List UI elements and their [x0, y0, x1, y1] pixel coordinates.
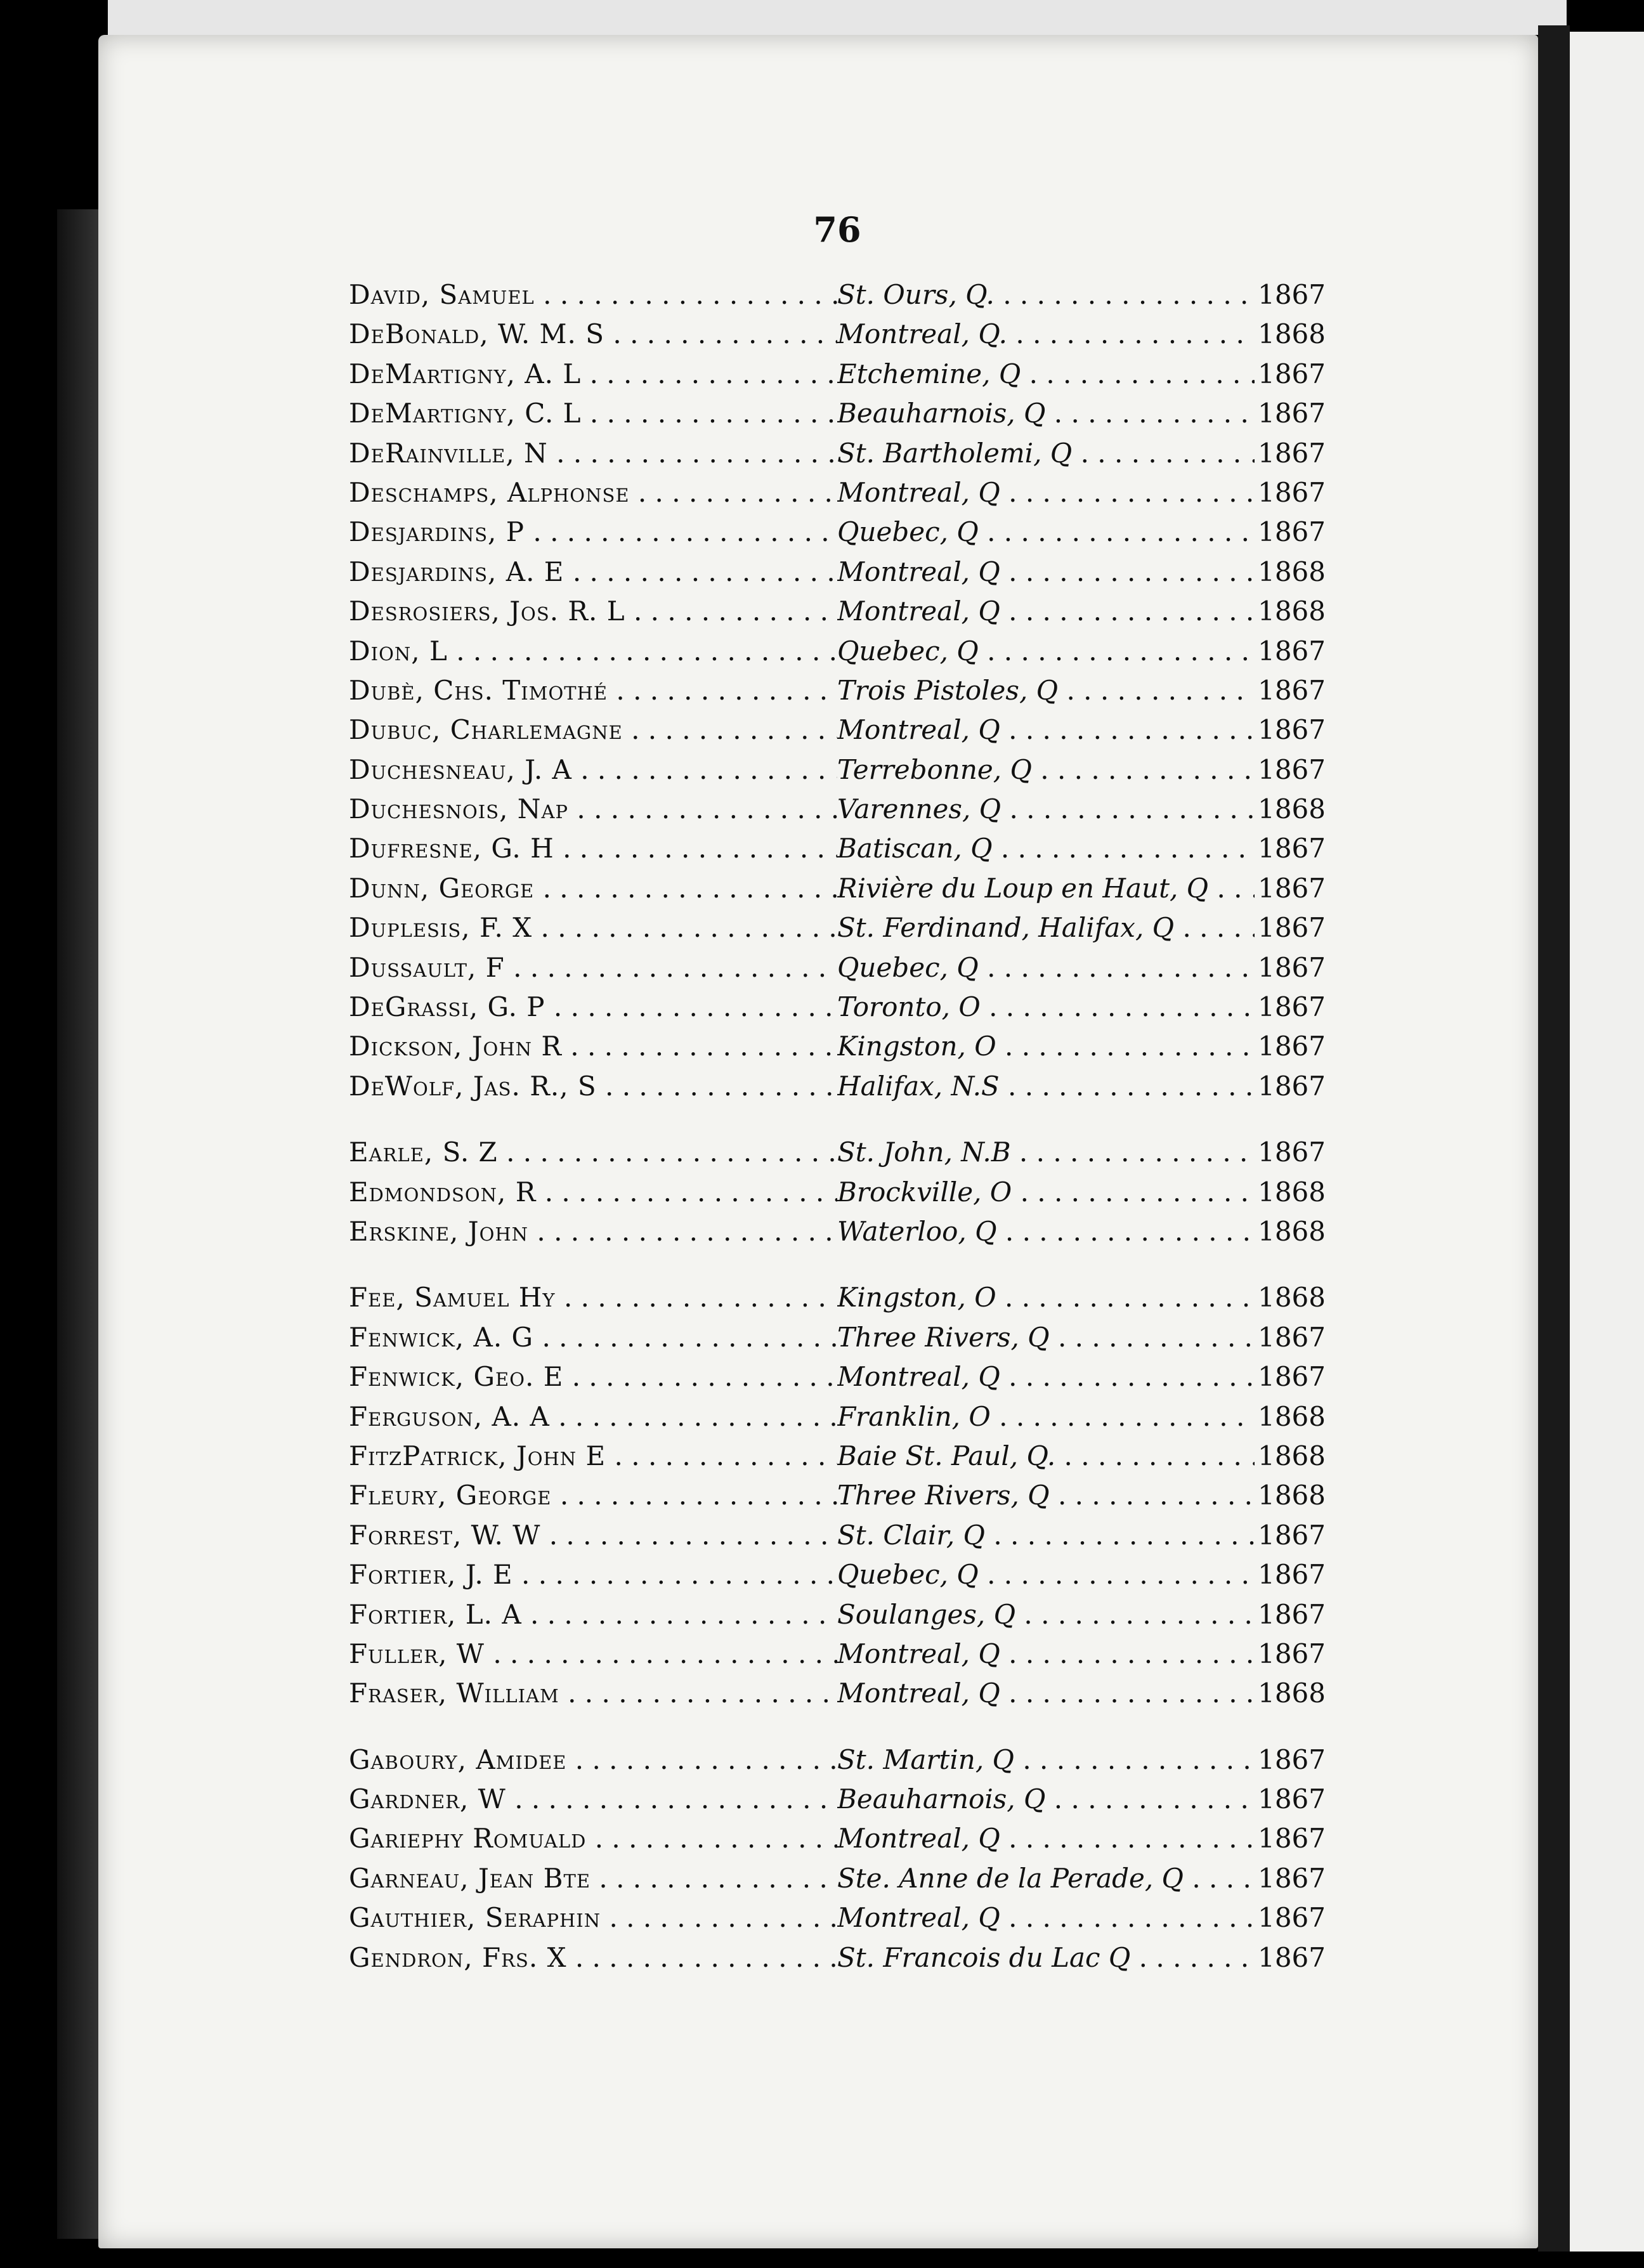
entry-place: Quebec, Q . . .	[837, 635, 1255, 667]
entry-name: Forrest, W. W . . .	[349, 1520, 837, 1551]
list-item	[349, 1678, 1326, 1717]
entry-year: 1867	[1258, 1638, 1326, 1669]
entry-name: Deschamps, Alphonse . . .	[349, 477, 837, 508]
entry-place: Montreal, Q . . .	[837, 477, 1255, 508]
entry-name: Fuller, W . . .	[349, 1638, 837, 1669]
list-item	[349, 516, 1326, 556]
entry-name: Fraser, William . . .	[349, 1678, 837, 1709]
list-item	[349, 1823, 1326, 1862]
entry-year: 1867	[1258, 872, 1326, 904]
entry-name: Dussault, F . . .	[349, 952, 837, 983]
entry-year: 1868	[1258, 318, 1326, 350]
entry-place: Quebec, Q . . .	[837, 952, 1255, 983]
entry-year: 1867	[1258, 1823, 1326, 1854]
entry-year: 1867	[1258, 1519, 1326, 1551]
entry-name: David, Samuel . . .	[349, 279, 837, 310]
entry-place: St. Martin, Q . . .	[837, 1744, 1255, 1775]
entry-year: 1867	[1258, 516, 1326, 548]
entry-place: Brockville, O . . .	[837, 1176, 1255, 1208]
entry-name: Dion, L . . .	[349, 635, 837, 667]
entry-place: Beauharnois, Q . . .	[837, 1783, 1255, 1815]
entry-year: 1867	[1258, 1070, 1326, 1102]
entry-place: Soulanges, Q . . .	[837, 1599, 1255, 1630]
entry-place: Montreal, Q . . .	[837, 1638, 1255, 1669]
entry-place: Rivière du Loup en Haut, Q . . .	[837, 873, 1255, 904]
list-item	[349, 754, 1326, 793]
entry-year: 1867	[1258, 398, 1326, 429]
list-item	[349, 991, 1326, 1031]
entry-place: Three Rivers, Q . . .	[837, 1480, 1255, 1511]
entry-year: 1867	[1258, 437, 1326, 469]
entry-name: Garneau, Jean Bte . . .	[349, 1863, 837, 1894]
entry-place: Montreal, Q . . .	[837, 596, 1255, 627]
entry-place: Varennes, Q . . .	[837, 793, 1255, 824]
entry-year: 1867	[1258, 951, 1326, 983]
entry-place: Kingston, O . . .	[837, 1282, 1255, 1313]
entry-year: 1868	[1258, 1215, 1326, 1247]
entry-year: 1867	[1258, 1902, 1326, 1934]
list-item	[349, 1520, 1326, 1559]
entry-year: 1867	[1258, 1598, 1326, 1630]
entry-name: Desjardins, P . . .	[349, 516, 837, 547]
entry-name: Fortier, J. E . . .	[349, 1559, 837, 1590]
entry-year: 1868	[1258, 793, 1326, 825]
list-item	[349, 1137, 1326, 1176]
entry-name: Edmondson, R . . .	[349, 1176, 837, 1208]
entry-place: Kingston, O . . .	[837, 1031, 1255, 1062]
list-item	[349, 1744, 1326, 1783]
list-item	[349, 1863, 1326, 1902]
entry-year: 1867	[1258, 1559, 1326, 1591]
entry-place: Montreal, Q . . .	[837, 556, 1255, 587]
entry-year: 1867	[1258, 1031, 1326, 1062]
entry-name: Ferguson, A. A . . .	[349, 1401, 837, 1432]
entry-name: Earle, S. Z . . .	[349, 1137, 837, 1168]
entry-year: 1868	[1258, 1176, 1326, 1208]
binding-shadow-left	[57, 209, 98, 2239]
list-item	[349, 1031, 1326, 1070]
entry-name: Gardner, W . . .	[349, 1783, 837, 1815]
list-item	[349, 873, 1326, 912]
entry-name: DeMartigny, A. L . . .	[349, 358, 837, 389]
entry-year: 1867	[1258, 1862, 1326, 1894]
entry-place: St. John, N.B . . .	[837, 1137, 1255, 1168]
entry-place: Etchemine, Q . . .	[837, 358, 1255, 389]
entry-name: Erskine, John . . .	[349, 1216, 837, 1247]
entry-year: 1867	[1258, 753, 1326, 785]
entry-place: Toronto, O . . .	[837, 991, 1255, 1022]
entry-year: 1867	[1258, 714, 1326, 746]
list-item	[349, 912, 1326, 951]
entry-year: 1867	[1258, 1743, 1326, 1775]
entry-year: 1867	[1258, 991, 1326, 1023]
list-item	[349, 1440, 1326, 1480]
list-item	[349, 398, 1326, 437]
list-item	[349, 438, 1326, 477]
entry-place: Beauharnois, Q . . .	[837, 398, 1255, 429]
entry-name: Fortier, L. A . . .	[349, 1599, 837, 1630]
list-item	[349, 1638, 1326, 1678]
entry-place: Ste. Anne de la Perade, Q . . .	[837, 1863, 1255, 1894]
list-item	[349, 1361, 1326, 1400]
entry-name: FitzPatrick, John E . . .	[349, 1440, 837, 1471]
entry-name: Fenwick, A. G . . .	[349, 1322, 837, 1353]
list-item	[349, 1322, 1326, 1361]
entry-year: 1867	[1258, 833, 1326, 864]
entry-name: DeBonald, W. M. S . . .	[349, 318, 837, 349]
entry-place: Montreal, Q . . .	[837, 1902, 1255, 1933]
list-item	[349, 675, 1326, 714]
entry-name: Gendron, Frs. X . . .	[349, 1942, 837, 1973]
entry-name: Dubuc, Charlemagne . . .	[349, 714, 837, 745]
entry-name: Desrosiers, Jos. R. L . . .	[349, 596, 837, 627]
list-item	[349, 1176, 1326, 1216]
entry-place: St. Clair, Q . . .	[837, 1520, 1255, 1551]
list-item	[349, 477, 1326, 516]
entry-year: 1867	[1258, 1941, 1326, 1973]
entry-name: Duchesnois, Nap . . .	[349, 793, 837, 824]
entry-year: 1868	[1258, 1678, 1326, 1709]
list-item	[349, 596, 1326, 635]
entry-year: 1868	[1258, 596, 1326, 627]
entry-place: St. Francois du Lac Q . . .	[837, 1942, 1255, 1973]
entry-name: DeRainville, N . . .	[349, 438, 837, 469]
entry-place: St. Ours, Q. . . .	[837, 279, 1255, 310]
entry-year: 1867	[1258, 1783, 1326, 1815]
entry-year: 1868	[1258, 556, 1326, 587]
entry-name: Gaboury, Amidee . . .	[349, 1744, 837, 1775]
entry-year: 1867	[1258, 1137, 1326, 1168]
list-item	[349, 1401, 1326, 1440]
entry-place: Trois Pistoles, Q . . .	[837, 675, 1255, 706]
entry-place: Montreal, Q. . . .	[837, 318, 1255, 349]
list-item	[349, 1942, 1326, 1981]
entry-place: Montreal, Q . . .	[837, 1823, 1255, 1854]
list-item	[349, 318, 1326, 358]
entry-name: Gauthier, Seraphin . . .	[349, 1902, 837, 1933]
adjacent-page-edge	[1570, 32, 1644, 2252]
entry-place: Montreal, Q . . .	[837, 1678, 1255, 1709]
list-item	[349, 1559, 1326, 1598]
page-number: 76	[813, 209, 861, 250]
list-item	[349, 1480, 1326, 1519]
entry-year: 1867	[1258, 358, 1326, 389]
list-item	[349, 952, 1326, 991]
entry-place: Three Rivers, Q . . .	[837, 1322, 1255, 1353]
entry-year: 1868	[1258, 1282, 1326, 1313]
list-item	[349, 1599, 1326, 1638]
entry-year: 1867	[1258, 476, 1326, 508]
entry-year: 1867	[1258, 1321, 1326, 1353]
list-item	[349, 793, 1326, 833]
entry-name: Dufresne, G. H . . .	[349, 833, 837, 864]
entry-name: DeWolf, Jas. R., S . . .	[349, 1071, 837, 1102]
entry-place: Baie St. Paul, Q. . . .	[837, 1440, 1255, 1471]
list-item	[349, 1282, 1326, 1321]
list-item	[349, 1071, 1326, 1110]
registry-list	[349, 279, 1326, 1981]
entry-place: Batiscan, Q . . .	[837, 833, 1255, 864]
entry-place: St. Bartholemi, Q . . .	[837, 438, 1255, 469]
entry-name: Desjardins, A. E . . .	[349, 556, 837, 587]
entry-year: 1868	[1258, 1440, 1326, 1471]
list-item	[349, 833, 1326, 872]
list-item	[349, 714, 1326, 753]
entry-name: DeGrassi, G. P . . .	[349, 991, 837, 1022]
entry-place: Waterloo, Q . . .	[837, 1216, 1255, 1247]
entry-year: 1868	[1258, 1400, 1326, 1432]
scan-top-edge	[108, 0, 1567, 35]
list-item	[349, 556, 1326, 596]
list-item	[349, 635, 1326, 675]
entry-year: 1867	[1258, 674, 1326, 706]
list-item	[349, 1216, 1326, 1255]
entry-place: Quebec, Q . . .	[837, 1559, 1255, 1590]
entry-name: Fenwick, Geo. E . . .	[349, 1361, 837, 1392]
list-item	[349, 1783, 1326, 1823]
entry-name: Fee, Samuel Hy . . .	[349, 1282, 837, 1313]
list-item	[349, 279, 1326, 318]
entry-year: 1867	[1258, 912, 1326, 944]
entry-year: 1867	[1258, 1361, 1326, 1393]
page-edge-binding	[1538, 25, 1570, 2252]
entry-name: Gariephy Romuald . . .	[349, 1823, 837, 1854]
entry-place: Quebec, Q . . .	[837, 516, 1255, 547]
entry-place: Halifax, N.S . . .	[837, 1071, 1255, 1102]
entry-name: Fleury, George . . .	[349, 1480, 837, 1511]
entry-name: Duplesis, F. X . . .	[349, 912, 837, 943]
entry-year: 1867	[1258, 635, 1326, 667]
entry-name: Dunn, George . . .	[349, 873, 837, 904]
entry-year: 1867	[1258, 279, 1326, 310]
entry-place: Montreal, Q . . .	[837, 714, 1255, 745]
entry-name: Dubè, Chs. Timothé . . .	[349, 675, 837, 706]
entry-place: Franklin, O . . .	[837, 1401, 1255, 1432]
entry-name: Dickson, John R . . .	[349, 1031, 837, 1062]
list-item	[349, 358, 1326, 398]
entry-place: Montreal, Q . . .	[837, 1361, 1255, 1392]
entry-name: Duchesneau, J. A . . .	[349, 754, 837, 785]
entry-place: St. Ferdinand, Halifax, Q . . .	[837, 912, 1255, 943]
entry-place: Terrebonne, Q . . .	[837, 754, 1255, 785]
list-item	[349, 1902, 1326, 1941]
entry-name: DeMartigny, C. L . . .	[349, 398, 837, 429]
entry-year: 1868	[1258, 1480, 1326, 1511]
